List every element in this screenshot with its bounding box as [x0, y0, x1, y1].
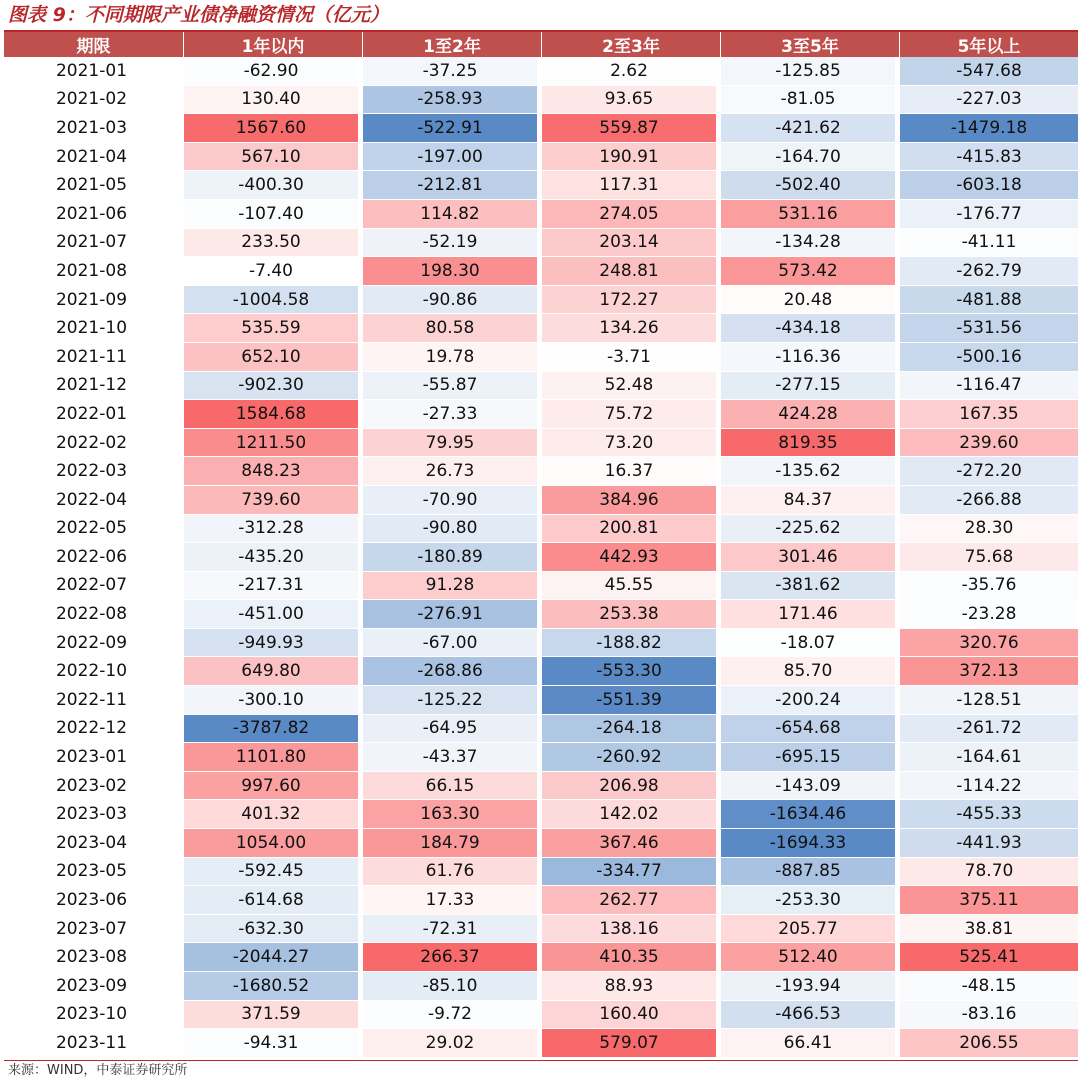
period-cell: 2022-06: [4, 543, 184, 572]
value-cell: -253.30: [721, 886, 900, 915]
column-header: 5年以上: [900, 32, 1078, 57]
value-cell: 573.42: [721, 257, 900, 286]
table-row: [4, 400, 1078, 429]
value-cell: -261.72: [900, 715, 1078, 744]
value-cell: 567.10: [184, 143, 363, 172]
value-cell: -300.10: [184, 686, 363, 715]
value-cell: -212.81: [363, 171, 542, 200]
period-cell: 2023-08: [4, 943, 184, 972]
value-cell: -90.86: [363, 286, 542, 315]
table-row: [4, 343, 1078, 372]
value-cell: 88.93: [542, 972, 721, 1001]
value-cell: -264.18: [542, 715, 721, 744]
table-row: [4, 858, 1078, 887]
value-cell: -551.39: [542, 686, 721, 715]
value-cell: -262.79: [900, 257, 1078, 286]
value-cell: -887.85: [721, 858, 900, 887]
value-cell: 80.58: [363, 314, 542, 343]
value-cell: 114.82: [363, 200, 542, 229]
value-cell: 198.30: [363, 257, 542, 286]
table-row: [4, 457, 1078, 486]
value-cell: 66.41: [721, 1029, 900, 1058]
value-cell: -522.91: [363, 114, 542, 143]
period-cell: 2022-12: [4, 715, 184, 744]
table-row: [4, 57, 1078, 86]
value-cell: -48.15: [900, 972, 1078, 1001]
value-cell: 1101.80: [184, 743, 363, 772]
value-cell: -277.15: [721, 372, 900, 401]
value-cell: -1694.33: [721, 829, 900, 858]
table-row: [4, 486, 1078, 515]
value-cell: 79.95: [363, 429, 542, 458]
value-cell: -592.45: [184, 858, 363, 887]
value-cell: 266.37: [363, 943, 542, 972]
value-cell: 579.07: [542, 1029, 721, 1058]
value-cell: -41.11: [900, 229, 1078, 258]
value-cell: -217.31: [184, 572, 363, 601]
value-cell: -3.71: [542, 343, 721, 372]
value-cell: 410.35: [542, 943, 721, 972]
value-cell: -3787.82: [184, 715, 363, 744]
value-cell: 19.78: [363, 343, 542, 372]
table-row: [4, 829, 1078, 858]
period-cell: 2022-03: [4, 457, 184, 486]
value-cell: -125.85: [721, 57, 900, 86]
value-cell: -466.53: [721, 1001, 900, 1030]
period-cell: 2021-07: [4, 229, 184, 258]
period-cell: 2023-04: [4, 829, 184, 858]
value-cell: -55.87: [363, 372, 542, 401]
table-row: [4, 372, 1078, 401]
period-cell: 2023-06: [4, 886, 184, 915]
value-cell: -90.80: [363, 515, 542, 544]
value-cell: 91.28: [363, 572, 542, 601]
table-row: [4, 886, 1078, 915]
period-cell: 2023-09: [4, 972, 184, 1001]
period-cell: 2021-02: [4, 86, 184, 115]
value-cell: -276.91: [363, 600, 542, 629]
table-row: [4, 943, 1078, 972]
value-cell: -441.93: [900, 829, 1078, 858]
table-row: [4, 657, 1078, 686]
value-cell: -125.22: [363, 686, 542, 715]
period-cell: 2023-11: [4, 1029, 184, 1058]
period-cell: 2022-07: [4, 572, 184, 601]
value-cell: 1584.68: [184, 400, 363, 429]
value-cell: -531.56: [900, 314, 1078, 343]
value-cell: -266.88: [900, 486, 1078, 515]
table-row: [4, 314, 1078, 343]
period-cell: 2022-10: [4, 657, 184, 686]
value-cell: 375.11: [900, 886, 1078, 915]
value-cell: 739.60: [184, 486, 363, 515]
value-cell: 371.59: [184, 1001, 363, 1030]
value-cell: -197.00: [363, 143, 542, 172]
value-cell: 171.46: [721, 600, 900, 629]
value-cell: 138.16: [542, 915, 721, 944]
value-cell: 652.10: [184, 343, 363, 372]
value-cell: 401.32: [184, 800, 363, 829]
period-cell: 2021-12: [4, 372, 184, 401]
period-cell: 2023-05: [4, 858, 184, 887]
column-header: 2至3年: [542, 32, 721, 57]
value-cell: -27.33: [363, 400, 542, 429]
value-cell: -502.40: [721, 171, 900, 200]
column-header: 3至5年: [721, 32, 900, 57]
value-cell: 203.14: [542, 229, 721, 258]
value-cell: -1634.46: [721, 800, 900, 829]
period-cell: 2021-05: [4, 171, 184, 200]
value-cell: -164.70: [721, 143, 900, 172]
value-cell: -455.33: [900, 800, 1078, 829]
value-cell: -1680.52: [184, 972, 363, 1001]
value-cell: -67.00: [363, 629, 542, 658]
table-row: [4, 143, 1078, 172]
value-cell: -72.31: [363, 915, 542, 944]
value-cell: 253.38: [542, 600, 721, 629]
value-cell: 163.30: [363, 800, 542, 829]
value-cell: -188.82: [542, 629, 721, 658]
table-row: [4, 686, 1078, 715]
column-header: 1年以内: [184, 32, 363, 57]
table-row: [4, 114, 1078, 143]
value-cell: 52.48: [542, 372, 721, 401]
value-cell: -1479.18: [900, 114, 1078, 143]
value-cell: 997.60: [184, 772, 363, 801]
value-cell: -200.24: [721, 686, 900, 715]
value-cell: 442.93: [542, 543, 721, 572]
table-row: [4, 86, 1078, 115]
value-cell: -225.62: [721, 515, 900, 544]
value-cell: 184.79: [363, 829, 542, 858]
table-row: [4, 257, 1078, 286]
table-row: [4, 543, 1078, 572]
value-cell: -70.90: [363, 486, 542, 515]
value-cell: -614.68: [184, 886, 363, 915]
value-cell: -107.40: [184, 200, 363, 229]
value-cell: -52.19: [363, 229, 542, 258]
source-divider: [4, 1060, 1078, 1061]
table-row: [4, 229, 1078, 258]
value-cell: 20.48: [721, 286, 900, 315]
value-cell: 2.62: [542, 57, 721, 86]
value-cell: 160.40: [542, 1001, 721, 1030]
table-row: [4, 515, 1078, 544]
value-cell: -603.18: [900, 171, 1078, 200]
value-cell: 117.31: [542, 171, 721, 200]
value-cell: 84.37: [721, 486, 900, 515]
value-cell: 384.96: [542, 486, 721, 515]
value-cell: -500.16: [900, 343, 1078, 372]
value-cell: 75.68: [900, 543, 1078, 572]
value-cell: 535.59: [184, 314, 363, 343]
period-cell: 2022-02: [4, 429, 184, 458]
period-cell: 2023-01: [4, 743, 184, 772]
value-cell: 16.37: [542, 457, 721, 486]
table-row: [4, 915, 1078, 944]
period-cell: 2022-08: [4, 600, 184, 629]
value-cell: 142.02: [542, 800, 721, 829]
period-cell: 2022-09: [4, 629, 184, 658]
value-cell: 26.73: [363, 457, 542, 486]
value-cell: -272.20: [900, 457, 1078, 486]
value-cell: 17.33: [363, 886, 542, 915]
table-row: [4, 572, 1078, 601]
value-cell: 424.28: [721, 400, 900, 429]
table-row: [4, 286, 1078, 315]
value-cell: 262.77: [542, 886, 721, 915]
value-cell: 75.72: [542, 400, 721, 429]
value-cell: 28.30: [900, 515, 1078, 544]
table-row: [4, 429, 1078, 458]
value-cell: 301.46: [721, 543, 900, 572]
period-cell: 2022-05: [4, 515, 184, 544]
value-cell: -180.89: [363, 543, 542, 572]
value-cell: 367.46: [542, 829, 721, 858]
value-cell: 38.81: [900, 915, 1078, 944]
value-cell: -35.76: [900, 572, 1078, 601]
value-cell: -164.61: [900, 743, 1078, 772]
value-cell: 233.50: [184, 229, 363, 258]
value-cell: -547.68: [900, 57, 1078, 86]
table-row: [4, 800, 1078, 829]
value-cell: -43.37: [363, 743, 542, 772]
value-cell: -381.62: [721, 572, 900, 601]
period-cell: 2021-09: [4, 286, 184, 315]
value-cell: -94.31: [184, 1029, 363, 1058]
value-cell: 274.05: [542, 200, 721, 229]
period-cell: 2023-10: [4, 1001, 184, 1030]
value-cell: 45.55: [542, 572, 721, 601]
value-cell: 130.40: [184, 86, 363, 115]
value-cell: 205.77: [721, 915, 900, 944]
value-cell: -227.03: [900, 86, 1078, 115]
value-cell: 1054.00: [184, 829, 363, 858]
value-cell: 531.16: [721, 200, 900, 229]
value-cell: 78.70: [900, 858, 1078, 887]
value-cell: -143.09: [721, 772, 900, 801]
period-cell: 2021-10: [4, 314, 184, 343]
value-cell: 172.27: [542, 286, 721, 315]
table-row: [4, 972, 1078, 1001]
value-cell: 239.60: [900, 429, 1078, 458]
table-row: [4, 1001, 1078, 1030]
table-row: [4, 1029, 1078, 1058]
value-cell: 190.91: [542, 143, 721, 172]
column-header: 期限: [4, 32, 184, 57]
value-cell: -64.95: [363, 715, 542, 744]
value-cell: 73.20: [542, 429, 721, 458]
source-note: 来源：WIND，中泰证券研究所: [8, 1063, 188, 1078]
value-cell: 525.41: [900, 943, 1078, 972]
value-cell: -421.62: [721, 114, 900, 143]
value-cell: -176.77: [900, 200, 1078, 229]
value-cell: -23.28: [900, 600, 1078, 629]
table-row: [4, 171, 1078, 200]
value-cell: 848.23: [184, 457, 363, 486]
value-cell: 248.81: [542, 257, 721, 286]
table-header-row: [4, 32, 1078, 57]
value-cell: -2044.27: [184, 943, 363, 972]
value-cell: 85.70: [721, 657, 900, 686]
value-cell: 372.13: [900, 657, 1078, 686]
table-row: [4, 772, 1078, 801]
value-cell: -258.93: [363, 86, 542, 115]
value-cell: 93.65: [542, 86, 721, 115]
period-cell: 2023-02: [4, 772, 184, 801]
value-cell: -116.47: [900, 372, 1078, 401]
value-cell: 320.76: [900, 629, 1078, 658]
period-cell: 2021-01: [4, 57, 184, 86]
figure-title: 图表 9：不同期限产业债净融资情况（亿元）: [8, 4, 389, 26]
value-cell: -135.62: [721, 457, 900, 486]
value-cell: -268.86: [363, 657, 542, 686]
value-cell: -62.90: [184, 57, 363, 86]
column-header: 1至2年: [363, 32, 542, 57]
value-cell: -553.30: [542, 657, 721, 686]
value-cell: -435.20: [184, 543, 363, 572]
value-cell: -654.68: [721, 715, 900, 744]
period-cell: 2023-03: [4, 800, 184, 829]
value-cell: -81.05: [721, 86, 900, 115]
value-cell: 559.87: [542, 114, 721, 143]
value-cell: 1211.50: [184, 429, 363, 458]
value-cell: -260.92: [542, 743, 721, 772]
period-cell: 2023-07: [4, 915, 184, 944]
value-cell: -18.07: [721, 629, 900, 658]
value-cell: -632.30: [184, 915, 363, 944]
value-cell: 167.35: [900, 400, 1078, 429]
table-row: [4, 200, 1078, 229]
table-row: [4, 600, 1078, 629]
value-cell: 206.98: [542, 772, 721, 801]
table-row: [4, 629, 1078, 658]
value-cell: -193.94: [721, 972, 900, 1001]
value-cell: -400.30: [184, 171, 363, 200]
value-cell: -481.88: [900, 286, 1078, 315]
value-cell: 512.40: [721, 943, 900, 972]
value-cell: -451.00: [184, 600, 363, 629]
value-cell: -37.25: [363, 57, 542, 86]
value-cell: -312.28: [184, 515, 363, 544]
period-cell: 2022-11: [4, 686, 184, 715]
value-cell: -7.40: [184, 257, 363, 286]
value-cell: 649.80: [184, 657, 363, 686]
value-cell: -128.51: [900, 686, 1078, 715]
value-cell: -434.18: [721, 314, 900, 343]
value-cell: -902.30: [184, 372, 363, 401]
value-cell: -9.72: [363, 1001, 542, 1030]
value-cell: 819.35: [721, 429, 900, 458]
period-cell: 2022-04: [4, 486, 184, 515]
value-cell: -415.83: [900, 143, 1078, 172]
value-cell: -134.28: [721, 229, 900, 258]
value-cell: -695.15: [721, 743, 900, 772]
value-cell: 134.26: [542, 314, 721, 343]
net-financing-table: [4, 32, 1078, 1058]
value-cell: -83.16: [900, 1001, 1078, 1030]
value-cell: 61.76: [363, 858, 542, 887]
period-cell: 2021-04: [4, 143, 184, 172]
value-cell: -949.93: [184, 629, 363, 658]
value-cell: -114.22: [900, 772, 1078, 801]
value-cell: 66.15: [363, 772, 542, 801]
value-cell: 29.02: [363, 1029, 542, 1058]
period-cell: 2021-08: [4, 257, 184, 286]
value-cell: -334.77: [542, 858, 721, 887]
value-cell: -1004.58: [184, 286, 363, 315]
period-cell: 2021-06: [4, 200, 184, 229]
table-row: [4, 715, 1078, 744]
table-row: [4, 743, 1078, 772]
value-cell: 1567.60: [184, 114, 363, 143]
period-cell: 2022-01: [4, 400, 184, 429]
value-cell: 200.81: [542, 515, 721, 544]
value-cell: -116.36: [721, 343, 900, 372]
period-cell: 2021-03: [4, 114, 184, 143]
period-cell: 2021-11: [4, 343, 184, 372]
value-cell: -85.10: [363, 972, 542, 1001]
value-cell: 206.55: [900, 1029, 1078, 1058]
